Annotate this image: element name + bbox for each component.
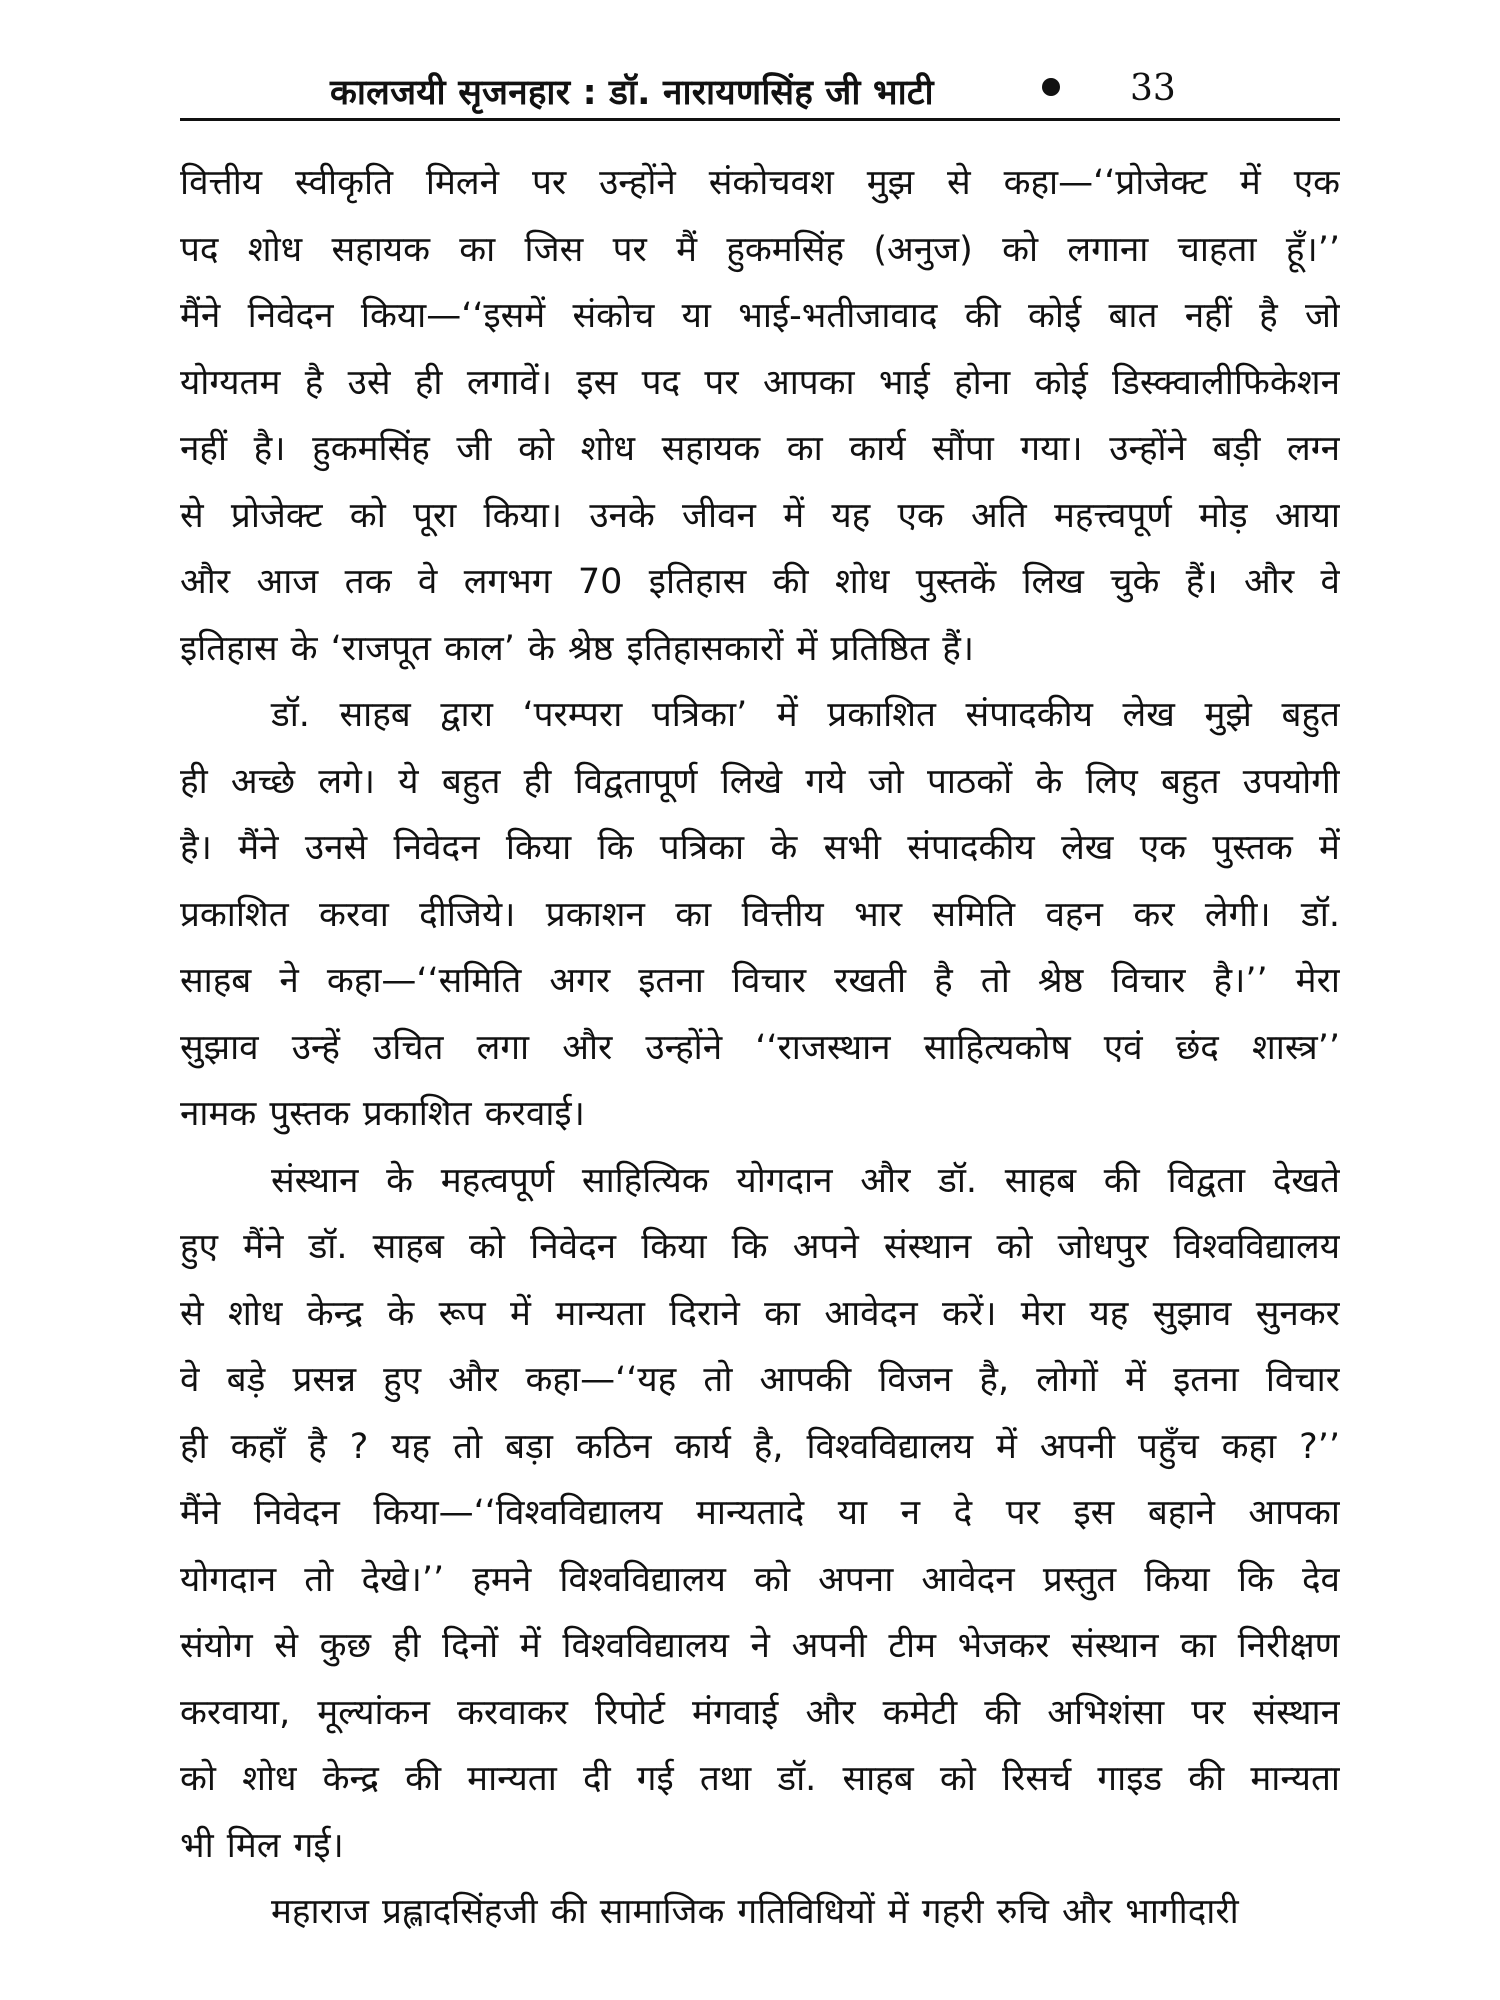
text-line: और आज तक वे लगभग 70 इतिहास की शोध पुस्तकें लिख चुके हैं। और वे (180, 562, 1340, 602)
text-line: वित्तीय स्वीकृति मिलने पर उन्होंने संकोचवश मुझ से कहा—‘‘प्रोजेक्ट में एक (180, 163, 1340, 203)
text-line: ही कहाँ है ? यह तो बड़ा कठिन कार्य है, विश्वविद्यालय में अपनी पहुँच कहा ?’’ (180, 1426, 1340, 1467)
running-header (180, 60, 1340, 120)
text-line: से शोध केन्द्र के रूप में मान्यता दिराने का आवेदन करें। मेरा यह सुझाव सुनकर (180, 1293, 1340, 1334)
header-rule (180, 118, 1340, 121)
text-line: प्रकाशित करवा दीजिये। प्रकाशन का वित्तीय भार समिति वहन कर लेगी। डॉ. (180, 894, 1340, 935)
text-line: नहीं है। हुकमसिंह जी को शोध सहायक का कार्य सौंपा गया। उन्होंने बड़ी लग्न (180, 429, 1340, 469)
text-line: संस्थान के महत्वपूर्ण साहित्यिक योगदान और डॉ. साहब की विद्वता देखते (271, 1160, 1340, 1201)
text-line: हुए मैंने डॉ. साहब को निवेदन किया कि अपने संस्थान को जोधपुर विश्वविद्यालय (180, 1227, 1340, 1267)
text-line: है। मैंने उनसे निवेदन किया कि पत्रिका के सभी संपादकीय लेख एक पुस्तक में (180, 828, 1340, 868)
text-line: को शोध केन्द्र की मान्यता दी गई तथा डॉ. साहब को रिसर्च गाइड की मान्यता (180, 1759, 1340, 1799)
text-line: भी मिल गई। (180, 1825, 344, 1866)
paragraph-4 (180, 1879, 1340, 1946)
text-line: साहब ने कहा—‘‘समिति अगर इतना विचार रखती है तो श्रेष्ठ विचार है।’’ मेरा (180, 961, 1340, 1001)
text-line: करवाया, मूल्यांकन करवाकर रिपोर्ट मंगवाई और कमेटी की अभिशंसा पर संस्थान (180, 1692, 1340, 1733)
bullet-icon (1042, 78, 1060, 96)
paragraph-3 (180, 1148, 1340, 1880)
page-number: 33 (1130, 68, 1176, 109)
text-line: योगदान तो देखे।’’ हमने विश्वविद्यालय को अपना आवेदन प्रस्तुत किया कि देव (180, 1559, 1340, 1600)
text-line: ही अच्छे लगे। ये बहुत ही विद्वतापूर्ण लिखे गये जो पाठकों के लिए बहुत उपयोगी (180, 761, 1340, 802)
text-line: मैंने निवेदन किया—‘‘इसमें संकोच या भाई-भतीजावाद की कोई बात नहीं है जो (180, 296, 1340, 336)
text-line: महाराज प्रह्लादसिंहजी की सामाजिक गतिविधियों में गहरी रुचि और भागीदारी (271, 1892, 1239, 1932)
paragraph-2 (180, 682, 1340, 1148)
text-line: डॉ. साहब द्वारा ‘परम्परा पत्रिका’ में प्रकाशित संपादकीय लेख मुझे बहुत (271, 695, 1340, 735)
text-line: सुझाव उन्हें उचित लगा और उन्होंने ‘‘राजस्थान साहित्यकोष एवं छंद शास्त्र’’ (180, 1027, 1340, 1068)
text-line: पद शोध सहायक का जिस पर मैं हुकमसिंह (अनुज) को लगाना चाहता हूँ।’’ (180, 229, 1340, 270)
text-line: योग्यतम है उसे ही लगावें। इस पद पर आपका भाई होना कोई डिस्क्वालीफिकेशन (180, 362, 1340, 403)
text-line: से प्रोजेक्ट को पूरा किया। उनके जीवन में यह एक अति महत्त्वपूर्ण मोड़ आया (180, 495, 1340, 536)
text-line: संयोग से कुछ ही दिनों में विश्वविद्यालय ने अपनी टीम भेजकर संस्थान का निरीक्षण (180, 1626, 1340, 1666)
text-line: नामक पुस्तक प्रकाशित करवाई। (180, 1094, 585, 1134)
paragraph-1 (180, 150, 1340, 682)
text-line: मैंने निवेदन किया—‘‘विश्वविद्यालय मान्यतादे या न दे पर इस बहाने आपका (180, 1493, 1340, 1533)
body-text (180, 150, 1340, 1946)
text-line: वे बड़े प्रसन्न हुए और कहा—‘‘यह तो आपकी विजन है, लोगों में इतना विचार (180, 1360, 1340, 1400)
running-header-title: कालजयी सृजनहार : डॉ. नारायणसिंह जी भाटी (330, 73, 934, 113)
text-line: इतिहास के ‘राजपूत काल’ के श्रेष्ठ इतिहासकारों में प्रतिष्ठित हैं। (180, 628, 975, 669)
